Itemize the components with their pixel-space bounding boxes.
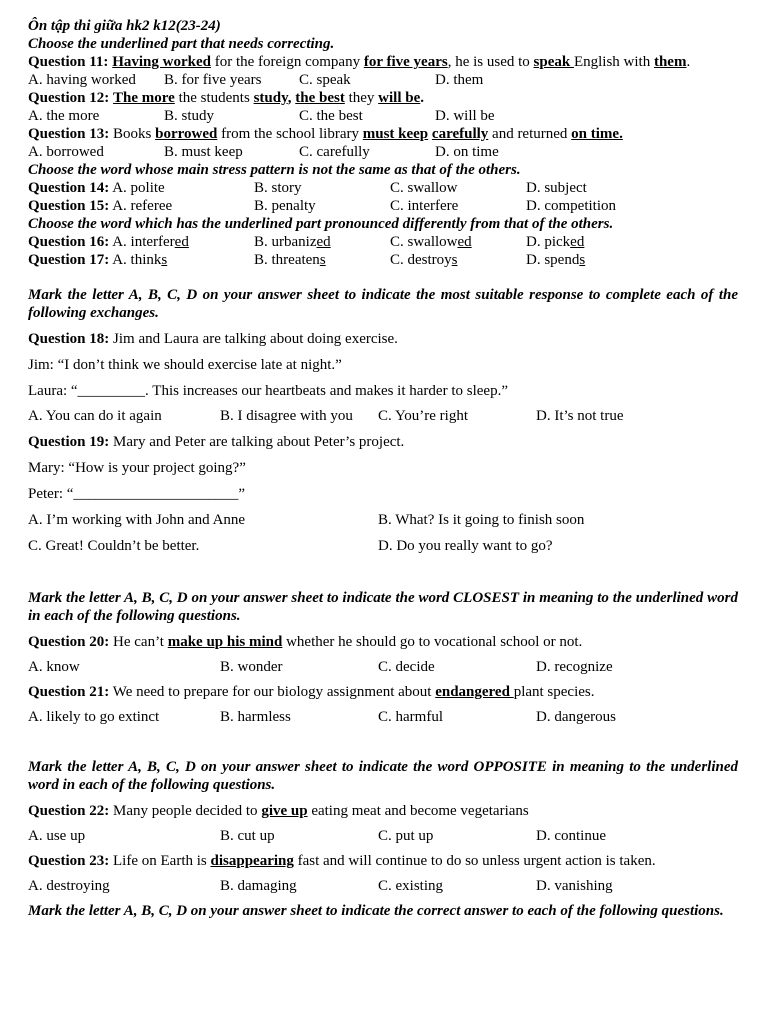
document-title: Ôn tập thi giữa hk2 k12(23-24) <box>28 18 221 34</box>
question-text: , <box>287 90 296 106</box>
option-b: B. study <box>164 108 215 124</box>
options-q22 <box>28 827 738 845</box>
option-d: D. pick <box>526 234 571 250</box>
option-c: C. You’re right <box>378 408 469 424</box>
question-14 <box>28 179 738 197</box>
underlined-part: study <box>253 90 288 106</box>
option-a: A. I’m working with John and Anne <box>28 512 246 528</box>
question-text: He can’t <box>109 634 168 650</box>
options-q20 <box>28 658 738 676</box>
option-d: D. on time <box>435 144 499 160</box>
underlined-sound: ed <box>316 234 331 250</box>
underlined-sound: ed <box>570 234 585 250</box>
question-16 <box>28 233 738 251</box>
option-b: B. What? Is it going to finish soon <box>378 512 585 528</box>
underlined-sound: s <box>161 252 168 268</box>
underlined-part: Having worked <box>112 54 211 70</box>
underlined-part: them <box>653 54 687 70</box>
options-q19-row1 <box>28 511 738 529</box>
underlined-part: give up <box>261 803 308 819</box>
option-c: C. existing <box>378 878 444 894</box>
option-a: A. know <box>28 659 80 675</box>
question-label: Question 21: <box>28 684 110 700</box>
section-instruction-pronunciation: Choose the word which has the underlined part pronounced differently from that of the others. <box>28 216 614 232</box>
option-d: D. will be <box>435 108 495 124</box>
section-instruction-opposite: Mark the letter A, B, C, D on your answer sheet to indicate the word OPPOSITE in meaning to the underlined word in each of the following questions. <box>28 759 738 793</box>
question-text: . <box>420 90 425 106</box>
option-a: A. likely to go extinct <box>28 709 160 725</box>
question-text: the students <box>174 90 254 106</box>
question-text: Life on Earth is <box>109 853 211 869</box>
options-q18 <box>28 407 738 425</box>
document-page <box>28 17 738 920</box>
option-a: A. referee <box>109 198 173 214</box>
option-c: C. interfere <box>390 198 459 214</box>
dialogue-line: Peter: “______________________” <box>28 486 246 502</box>
option-d: D. vanishing <box>536 878 613 894</box>
question-label: Question 20: <box>28 634 110 650</box>
option-a: A. interfer <box>109 234 175 250</box>
option-d: D. them <box>435 72 484 88</box>
question-21 <box>28 683 738 701</box>
question-18 <box>28 330 738 348</box>
option-d: D. spend <box>526 252 580 268</box>
option-c: C. harmful <box>378 709 443 725</box>
option-b: B. wonder <box>220 659 283 675</box>
option-c: C. swallow <box>390 180 458 196</box>
question-label: Question 23: <box>28 853 110 869</box>
underlined-part: on time. <box>571 126 623 142</box>
underlined-sound: s <box>579 252 586 268</box>
section-instruction-exchanges: Mark the letter A, B, C, D on your answer sheet to indicate the most suitable response to complete each of the following exchanges. <box>28 287 738 321</box>
option-c: C. swallow <box>390 234 458 250</box>
dialogue-line: Mary: “How is your project going?” <box>28 460 246 476</box>
question-23 <box>28 852 738 870</box>
option-a: A. the more <box>28 108 100 124</box>
section-instruction-closest: Mark the letter A, B, C, D on your answer sheet to indicate the word CLOSEST in meaning to the underlined word in each of the following questions. <box>28 590 738 624</box>
question-text: fast and will continue to do so unless urgent action is taken. <box>293 853 656 869</box>
question-label: Question 22: <box>28 803 110 819</box>
option-b: B. threaten <box>254 252 320 268</box>
question-text: Books <box>109 126 156 142</box>
question-text: Jim and Laura are talking about doing exercise. <box>109 331 398 347</box>
question-text: for the foreign company <box>210 54 364 70</box>
question-20 <box>28 633 738 651</box>
question-label: Question 15: <box>28 198 110 214</box>
option-c: C. decide <box>378 659 435 675</box>
section-instruction-correcting: Choose the underlined part that needs correcting. <box>28 36 335 52</box>
question-text: from the school library <box>217 126 363 142</box>
option-d: D. recognize <box>536 659 613 675</box>
option-d: D. Do you really want to go? <box>378 538 553 554</box>
option-c: C. speak <box>299 72 351 88</box>
option-a: A. borrowed <box>28 144 104 160</box>
option-c: C. carefully <box>299 144 370 160</box>
option-a: A. use up <box>28 828 86 844</box>
underlined-part: must keep <box>362 126 429 142</box>
option-b: B. damaging <box>220 878 297 894</box>
underlined-part: disappearing <box>210 853 294 869</box>
option-b: B. harmless <box>220 709 291 725</box>
section-instruction-correct-answer: Mark the letter A, B, C, D on your answer sheet to indicate the correct answer to each of the following questions. <box>28 903 724 919</box>
underlined-part: speak <box>533 54 574 70</box>
options-q19-row2 <box>28 537 738 555</box>
option-a: A. think <box>109 252 162 268</box>
option-b: B. cut up <box>220 828 275 844</box>
option-a: A. having worked <box>28 72 136 88</box>
underlined-sound: ed <box>457 234 472 250</box>
question-label: Question 19: <box>28 434 110 450</box>
underlined-part: make up his mind <box>167 634 283 650</box>
option-d: D. dangerous <box>536 709 616 725</box>
underlined-sound: ed <box>174 234 189 250</box>
question-text: , he is used to <box>447 54 534 70</box>
question-label: Question 14: <box>28 180 110 196</box>
underlined-part: The more <box>113 90 175 106</box>
underlined-part: will be <box>378 90 421 106</box>
question-text: whether he should go to vocational school or not. <box>282 634 583 650</box>
underlined-sound: s <box>319 252 326 268</box>
underlined-sound: s <box>451 252 458 268</box>
option-a: A. destroying <box>28 878 110 894</box>
option-b: B. for five years <box>164 72 262 88</box>
options-q12 <box>28 107 738 125</box>
dialogue-line: Jim: “I don’t think we should exercise late at night.” <box>28 357 342 373</box>
underlined-part: endangered <box>435 684 514 700</box>
underlined-part: for five years <box>363 54 448 70</box>
question-text: Mary and Peter are talking about Peter’s project. <box>109 434 405 450</box>
option-c: C. put up <box>378 828 434 844</box>
question-label: Question 11: <box>28 54 109 70</box>
question-15 <box>28 197 738 215</box>
option-d: D. competition <box>526 198 616 214</box>
section-instruction-stress: Choose the word whose main stress pattern is not the same as that of the others. <box>28 162 521 178</box>
option-d: D. It’s not true <box>536 408 624 424</box>
question-text: We need to prepare for our biology assignment about <box>109 684 436 700</box>
underlined-part: the best <box>295 90 345 106</box>
options-q21 <box>28 708 738 726</box>
options-q11 <box>28 71 738 89</box>
option-c: C. Great! Couldn’t be better. <box>28 538 200 554</box>
options-q23 <box>28 877 738 895</box>
question-text: . <box>686 54 691 70</box>
question-label: Question 16: <box>28 234 110 250</box>
option-b: B. must keep <box>164 144 243 160</box>
question-label: Question 17: <box>28 252 110 268</box>
options-q13 <box>28 143 738 161</box>
question-17 <box>28 251 738 269</box>
option-b: B. urbaniz <box>254 234 317 250</box>
question-text: plant species. <box>513 684 595 700</box>
question-text: English with <box>573 54 654 70</box>
option-b: B. story <box>254 180 302 196</box>
question-label: Question 13: <box>28 126 110 142</box>
option-b: B. I disagree with you <box>220 408 353 424</box>
question-text: Many people decided to <box>109 803 262 819</box>
question-22 <box>28 802 738 820</box>
question-label: Question 18: <box>28 331 110 347</box>
option-d: D. continue <box>536 828 606 844</box>
dialogue-line: Laura: “_________. This increases our heartbeats and makes it harder to sleep.” <box>28 383 508 399</box>
option-a: A. polite <box>109 180 165 196</box>
question-text: they <box>344 90 379 106</box>
underlined-part: carefully <box>431 126 489 142</box>
option-d: D. subject <box>526 180 587 196</box>
question-text: and returned <box>488 126 572 142</box>
option-c: C. destroy <box>390 252 452 268</box>
question-19 <box>28 433 738 451</box>
option-b: B. penalty <box>254 198 316 214</box>
question-11 <box>28 53 738 71</box>
underlined-part: borrowed <box>155 126 218 142</box>
question-12 <box>28 89 738 107</box>
question-label: Question 12: <box>28 90 110 106</box>
option-a: A. You can do it again <box>28 408 162 424</box>
question-text: eating meat and become vegetarians <box>307 803 529 819</box>
question-13 <box>28 125 738 143</box>
option-c: C. the best <box>299 108 363 124</box>
